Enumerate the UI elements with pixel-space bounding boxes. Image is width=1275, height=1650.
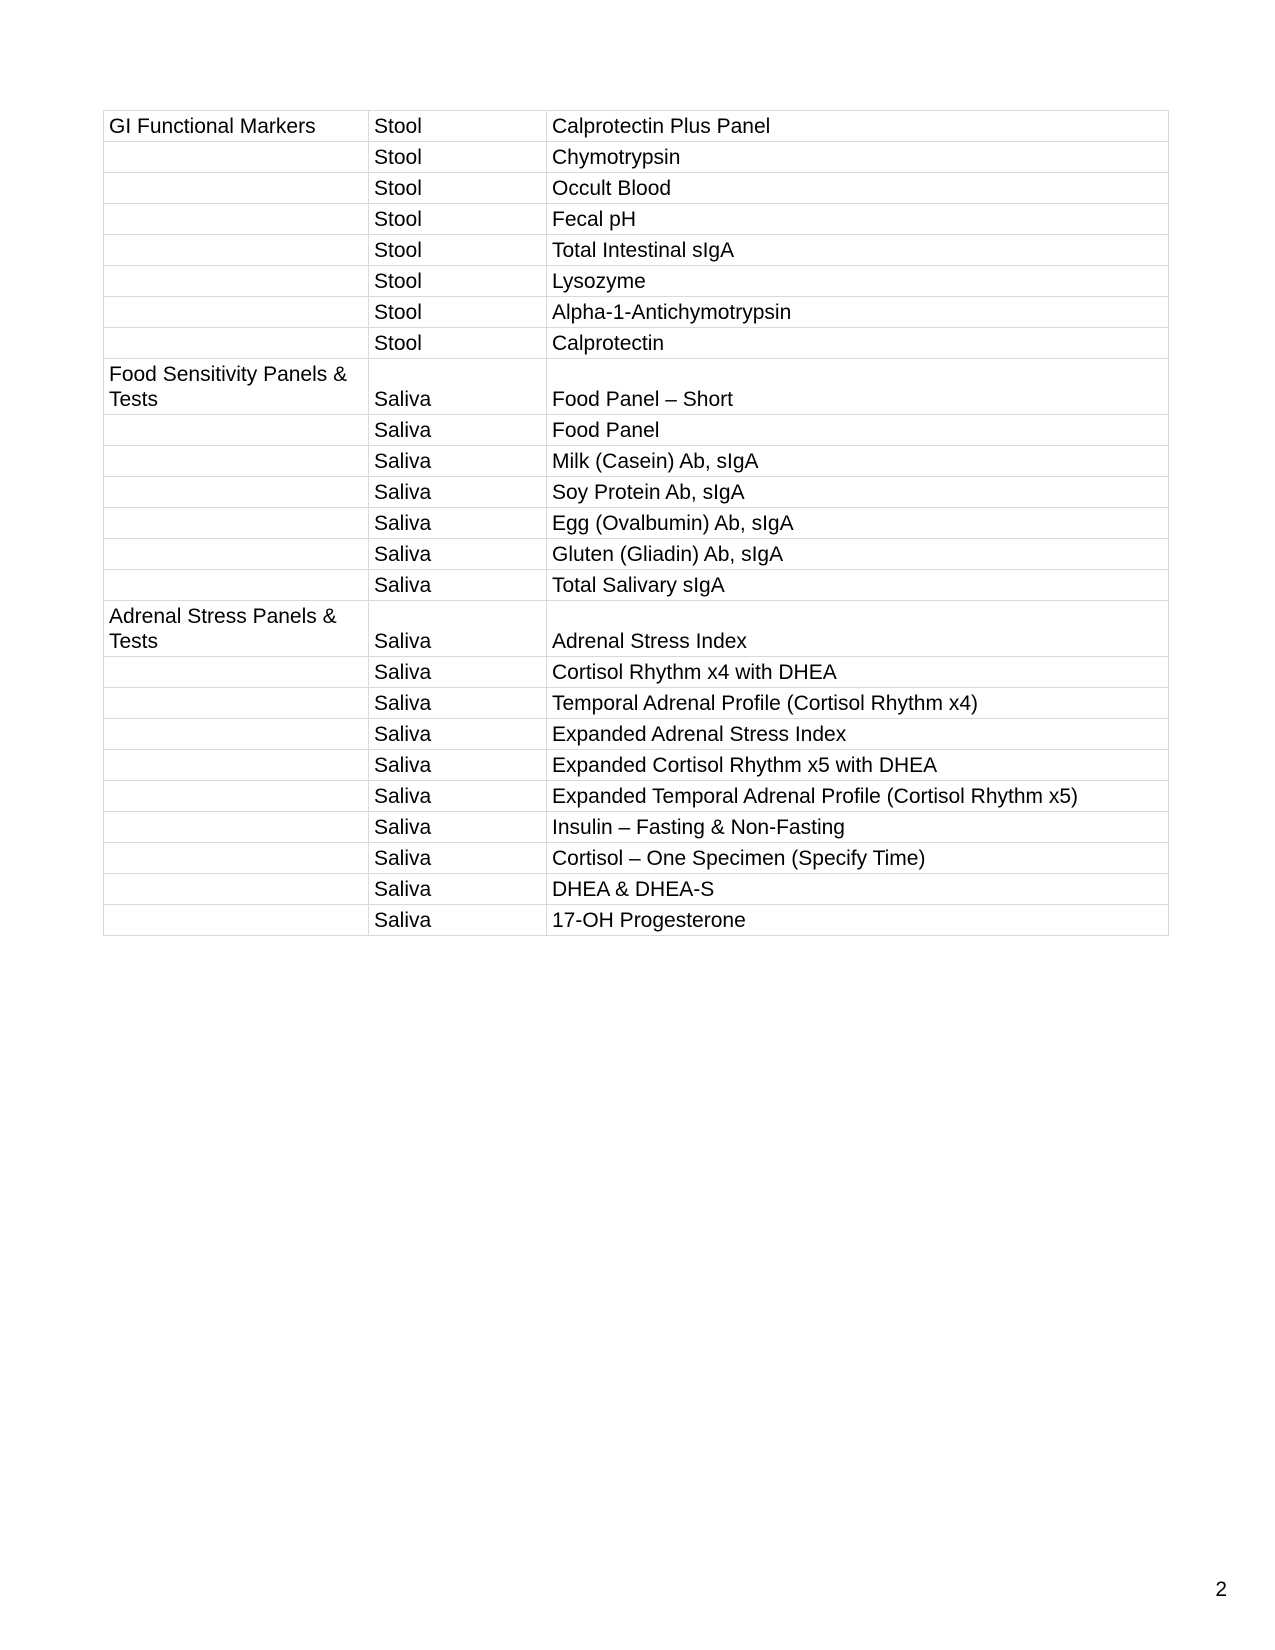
specimen-cell: Saliva [369, 657, 547, 688]
test-name-cell: Chymotrypsin [547, 142, 1169, 173]
table-row [104, 719, 1169, 750]
specimen-cell: Saliva [369, 601, 547, 657]
specimen-cell: Stool [369, 328, 547, 359]
test-name-cell: Total Intestinal sIgA [547, 235, 1169, 266]
category-cell [104, 142, 369, 173]
specimen-cell: Saliva [369, 843, 547, 874]
category-cell [104, 812, 369, 843]
table-row [104, 235, 1169, 266]
category-cell [104, 508, 369, 539]
table-row [104, 812, 1169, 843]
category-cell [104, 539, 369, 570]
specimen-cell: Saliva [369, 750, 547, 781]
specimen-cell: Saliva [369, 688, 547, 719]
page-number: 2 [1215, 1578, 1227, 1601]
table-row [104, 781, 1169, 812]
test-name-cell: Temporal Adrenal Profile (Cortisol Rhythm x4) [547, 688, 1169, 719]
test-name-cell: Cortisol – One Specimen (Specify Time) [547, 843, 1169, 874]
test-name-cell: Soy Protein Ab, sIgA [547, 477, 1169, 508]
category-cell [104, 843, 369, 874]
specimen-cell: Saliva [369, 812, 547, 843]
table-row [104, 415, 1169, 446]
test-name-cell: Fecal pH [547, 204, 1169, 235]
test-name-cell: Adrenal Stress Index [547, 601, 1169, 657]
category-cell [104, 874, 369, 905]
table-row [104, 750, 1169, 781]
test-name-cell: Insulin – Fasting & Non-Fasting [547, 812, 1169, 843]
category-cell [104, 204, 369, 235]
specimen-cell: Stool [369, 204, 547, 235]
specimen-cell: Saliva [369, 781, 547, 812]
category-cell [104, 173, 369, 204]
specimen-cell: Saliva [369, 415, 547, 446]
category-cell [104, 657, 369, 688]
table-row [104, 601, 1169, 657]
table-row [104, 359, 1169, 415]
test-name-cell: Food Panel – Short [547, 359, 1169, 415]
tests-table-body [104, 111, 1169, 936]
category-cell: Adrenal Stress Panels & Tests [104, 601, 369, 657]
table-row [104, 688, 1169, 719]
category-cell [104, 415, 369, 446]
table-row [104, 297, 1169, 328]
category-cell: Food Sensitivity Panels & Tests [104, 359, 369, 415]
category-cell [104, 750, 369, 781]
category-cell [104, 297, 369, 328]
table-row [104, 266, 1169, 297]
category-cell [104, 688, 369, 719]
category-cell [104, 905, 369, 936]
specimen-cell: Stool [369, 266, 547, 297]
specimen-cell: Saliva [369, 446, 547, 477]
specimen-cell: Stool [369, 235, 547, 266]
category-cell [104, 719, 369, 750]
test-name-cell: 17-OH Progesterone [547, 905, 1169, 936]
table-row [104, 142, 1169, 173]
table-row [104, 173, 1169, 204]
table-row [104, 508, 1169, 539]
specimen-cell: Stool [369, 297, 547, 328]
table-row [104, 657, 1169, 688]
category-cell [104, 477, 369, 508]
test-name-cell: Alpha-1-Antichymotrypsin [547, 297, 1169, 328]
test-name-cell: DHEA & DHEA-S [547, 874, 1169, 905]
test-name-cell: Expanded Adrenal Stress Index [547, 719, 1169, 750]
category-cell [104, 446, 369, 477]
table-row [104, 905, 1169, 936]
specimen-cell: Stool [369, 173, 547, 204]
specimen-cell: Saliva [369, 905, 547, 936]
test-name-cell: Lysozyme [547, 266, 1169, 297]
category-cell [104, 235, 369, 266]
table-row [104, 539, 1169, 570]
category-cell [104, 266, 369, 297]
test-name-cell: Egg (Ovalbumin) Ab, sIgA [547, 508, 1169, 539]
specimen-cell: Saliva [369, 874, 547, 905]
table-row [104, 204, 1169, 235]
specimen-cell: Stool [369, 111, 547, 142]
category-cell [104, 328, 369, 359]
table-row [104, 570, 1169, 601]
specimen-cell: Saliva [369, 359, 547, 415]
test-name-cell: Cortisol Rhythm x4 with DHEA [547, 657, 1169, 688]
test-name-cell: Expanded Temporal Adrenal Profile (Cortisol Rhythm x5) [547, 781, 1169, 812]
test-name-cell: Occult Blood [547, 173, 1169, 204]
test-name-cell: Milk (Casein) Ab, sIgA [547, 446, 1169, 477]
test-name-cell: Calprotectin Plus Panel [547, 111, 1169, 142]
test-name-cell: Total Salivary sIgA [547, 570, 1169, 601]
category-cell: GI Functional Markers [104, 111, 369, 142]
category-cell [104, 570, 369, 601]
table-row [104, 328, 1169, 359]
category-cell [104, 781, 369, 812]
test-name-cell: Calprotectin [547, 328, 1169, 359]
test-name-cell: Gluten (Gliadin) Ab, sIgA [547, 539, 1169, 570]
specimen-cell: Saliva [369, 508, 547, 539]
specimen-cell: Saliva [369, 477, 547, 508]
table-row [104, 874, 1169, 905]
test-name-cell: Food Panel [547, 415, 1169, 446]
table-row [104, 111, 1169, 142]
specimen-cell: Saliva [369, 570, 547, 601]
tests-table [103, 110, 1169, 936]
specimen-cell: Stool [369, 142, 547, 173]
table-row [104, 446, 1169, 477]
table-row [104, 477, 1169, 508]
test-name-cell: Expanded Cortisol Rhythm x5 with DHEA [547, 750, 1169, 781]
specimen-cell: Saliva [369, 719, 547, 750]
specimen-cell: Saliva [369, 539, 547, 570]
table-row [104, 843, 1169, 874]
